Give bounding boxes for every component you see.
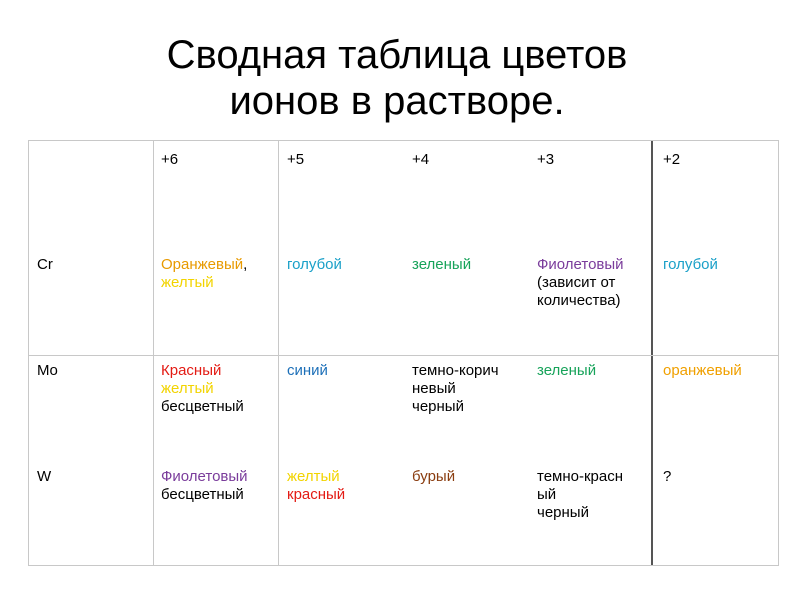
mo-plus4-line-1: темно-корич [412, 362, 499, 379]
row-divider [29, 355, 778, 356]
cr-plus3-note-2: количества) [537, 292, 621, 309]
mo-plus4 [412, 362, 499, 416]
cr-plus3 [537, 256, 624, 310]
w-plus3 [537, 468, 623, 522]
column-divider-dark [651, 141, 653, 565]
mo-plus6-colorless: бесцветный [161, 398, 244, 415]
page-title [0, 32, 794, 124]
header-plus6: +6 [161, 151, 179, 168]
cr-plus2: голубой [663, 256, 718, 273]
mo-plus2: оранжевый [663, 362, 742, 379]
w-plus2: ? [663, 468, 672, 485]
mo-plus4-line-2: невый [412, 380, 456, 397]
w-plus4: бурый [412, 468, 456, 485]
cr-plus6 [161, 256, 247, 292]
cr-plus3-violet: Фиолетовый [537, 256, 624, 273]
ion-color-table [28, 140, 779, 566]
cr-plus6-yellow: желтый [161, 274, 214, 291]
w-plus5-red: красный [287, 486, 346, 503]
column-divider [278, 141, 279, 565]
cr-plus6-comma: , [243, 256, 248, 273]
w-plus3-line-3: черный [537, 504, 589, 521]
w-plus3-line-2: ый [537, 486, 557, 503]
w-plus5 [287, 468, 345, 504]
cr-plus6-orange: Оранжевый [161, 256, 244, 273]
row-label-cr: Cr [37, 256, 53, 273]
mo-plus6-red: Красный [161, 362, 222, 379]
title-line-2: ионов в растворе. [229, 79, 565, 123]
header-plus3: +3 [537, 151, 555, 168]
w-plus6 [161, 468, 248, 504]
header-plus5: +5 [287, 151, 305, 168]
cr-plus5: голубой [287, 256, 342, 273]
title-line-1: Сводная таблица цветов [166, 33, 628, 77]
mo-plus4-line-3: черный [412, 398, 464, 415]
cr-plus4: зеленый [412, 256, 472, 273]
row-label-mo: Mo [37, 362, 58, 379]
mo-plus5: синий [287, 362, 328, 379]
row-label-w: W [37, 468, 52, 485]
mo-plus6-yellow: желтый [161, 380, 214, 397]
w-plus3-line-1: темно-красн [537, 468, 624, 485]
header-plus2: +2 [663, 151, 681, 168]
mo-plus6 [161, 362, 244, 416]
cr-plus3-note-1: (зависит от [537, 274, 616, 291]
w-plus6-colorless: бесцветный [161, 486, 244, 503]
w-plus6-violet: Фиолетовый [161, 468, 248, 485]
w-plus5-yellow: желтый [287, 468, 340, 485]
header-plus4: +4 [412, 151, 430, 168]
column-divider [153, 141, 154, 565]
mo-plus3: зеленый [537, 362, 597, 379]
